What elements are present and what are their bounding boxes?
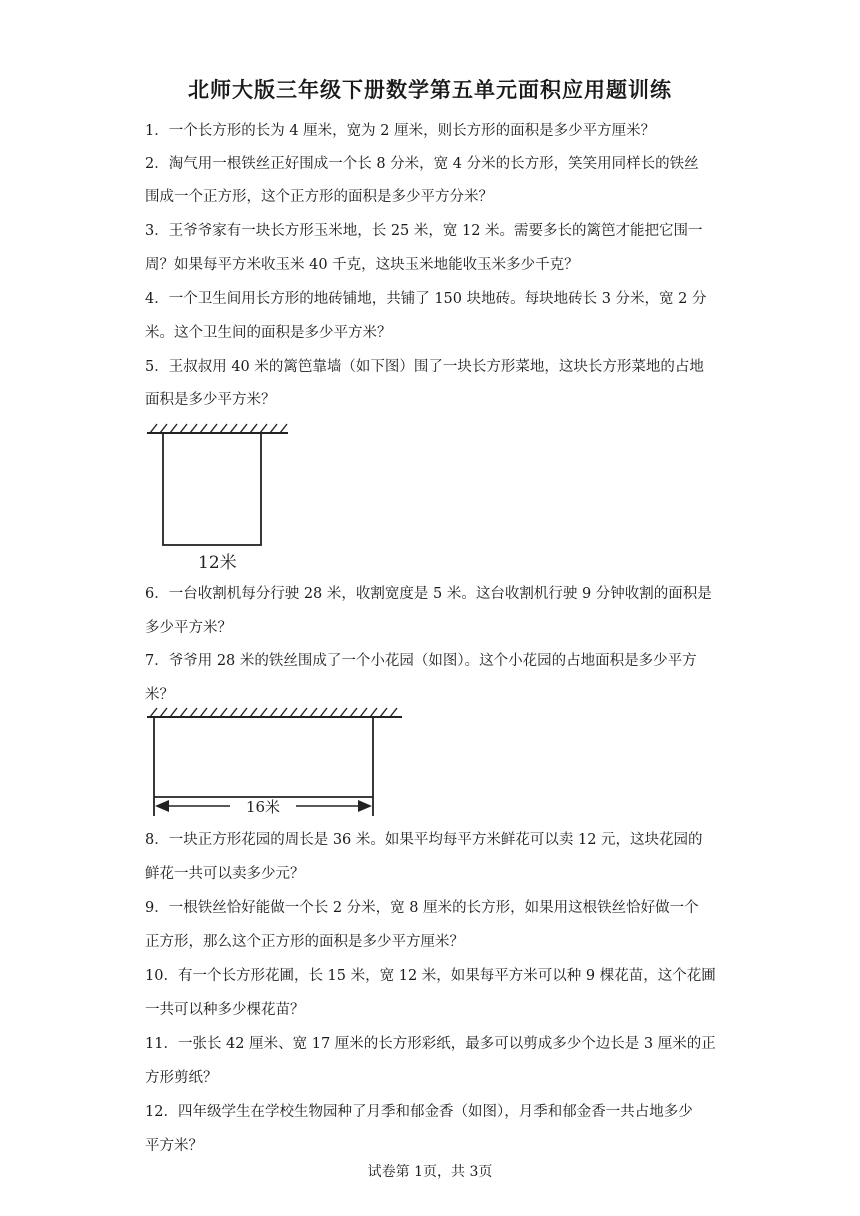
question-line: 方形剪纸？ [145,1070,218,1086]
question-line: 9．一根铁丝恰好能做一个长 2 分米，宽 8 厘米的长方形，如果用这根铁丝恰好做一个 [145,900,699,916]
question-line: 5．王叔叔用 40 米的篱笆靠墙（如下图）围了一块长方形菜地，这块长方形菜地的占地 [145,359,704,375]
question-line: 3．王爷爷家有一块长方形玉米地，长 25 米，宽 12 米。需要多长的篱笆才能把它围一 [145,223,703,239]
question-line: 正方形，那么这个正方形的面积是多少平方厘米？ [145,934,464,950]
question-line: 7．爷爷用 28 米的铁丝围成了一个小花园（如图）。这个小花园的占地面积是多少平方 [145,653,697,669]
question-line: 米？ [145,687,174,703]
question-line: 周？如果每平方米收玉米 40 千克，这块玉米地能收玉米多少千克？ [145,257,579,273]
question-line: 一共可以种多少棵花苗？ [145,1002,305,1018]
page-title: 北师大版三年级下册数学第五单元面积应用题训练 [188,78,672,102]
question-line: 11．一张长 42 厘米、宽 17 厘米的长方形彩纸，最多可以剪成多少个边长是 3 厘米的正 [145,1036,716,1052]
question-line: 鲜花一共可以卖多少元？ [145,866,305,882]
question-line: 4．一个卫生间用长方形的地砖铺地，共铺了 150 块地砖。每块地砖长 3 分米，宽 2 分 [145,291,707,307]
question-line: 12．四年级学生在学校生物园种了月季和郁金香（如图），月季和郁金香一共占地多少 [145,1104,693,1120]
question-line: 8．一块正方形花园的周长是 36 米。如果平均每平方米鲜花可以卖 12 元，这块花园的 [145,832,703,848]
question-line: 1．一个长方形的长为 4 厘米，宽为 2 厘米，则长方形的面积是多少平方厘米？ [145,123,656,139]
question-line: 多少平方米？ [145,620,232,636]
question-line: 10．有一个长方形花圃，长 15 米，宽 12 米，如果每平方米可以种 9 棵花苗，这个花圃 [145,968,716,984]
question-line: 2．淘气用一根铁丝正好围成一个长 8 分米，宽 4 分米的长方形，笑笑用同样长的铁丝 [145,156,699,172]
figure2-length-label: 16米 [245,798,281,816]
question-line: 米。这个卫生间的面积是多少平方米？ [145,325,392,341]
question-line: 面积是多少平方米？ [145,392,276,408]
question-line: 围成一个正方形，这个正方形的面积是多少平方分米？ [145,189,493,205]
figure-small-garden [140,700,410,822]
question-line: 6．一台收割机每分行驶 28 米，收割宽度是 5 米。这台收割机行驶 9 分钟收割的面积是 [145,586,712,602]
figure1-length-label: 12米 [198,553,237,573]
figure-vegetable-garden [140,418,300,574]
page-footer: 试卷第 1页，共 3页 [367,1164,493,1180]
question-line: 平方米？ [145,1138,203,1154]
